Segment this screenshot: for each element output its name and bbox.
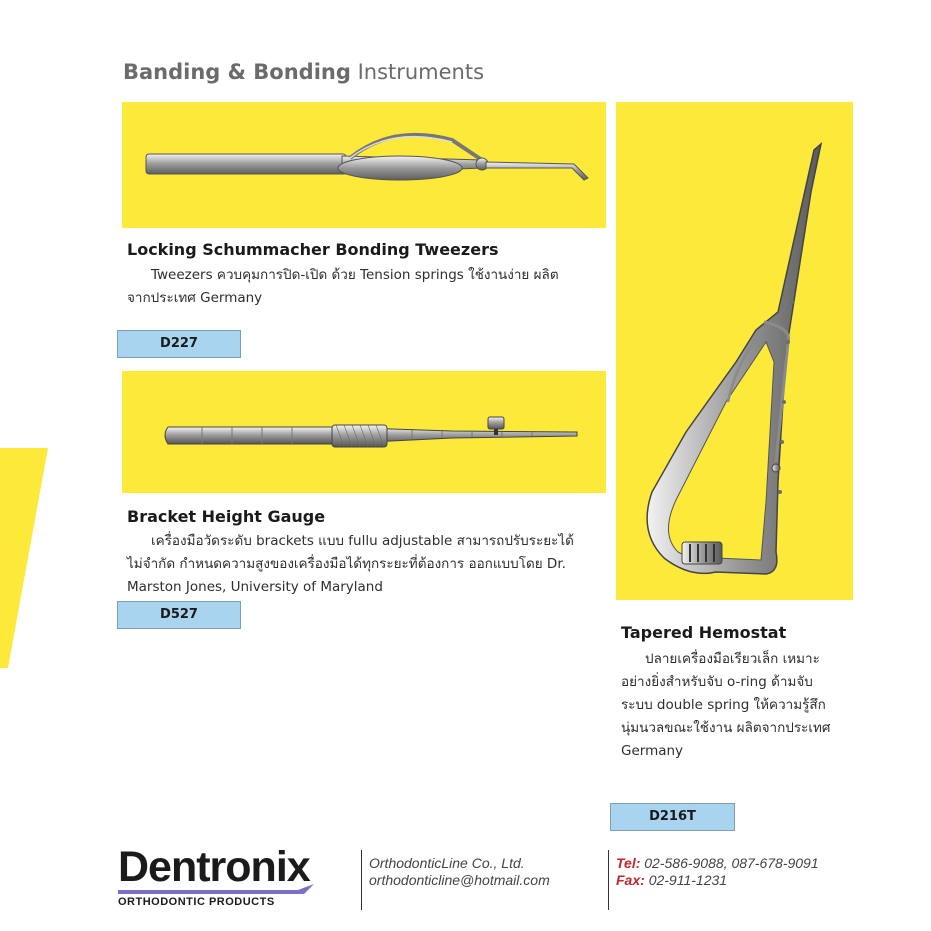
decorative-stripe — [0, 448, 50, 668]
product-code-badge-d227: D227 — [117, 330, 241, 358]
fax-label: Fax: — [616, 872, 645, 888]
footer-divider — [608, 850, 609, 910]
company-info — [369, 855, 550, 889]
footer-divider — [361, 850, 362, 910]
desc-line: นุ่มนวลขณะใช้งาน ผลิตจากประเทศ — [621, 720, 831, 736]
fax-line — [616, 872, 819, 889]
desc-line: ระบบ double spring ให้ความรู้สึก — [621, 697, 826, 713]
product-desc-hemostat — [621, 648, 849, 763]
product-title-tweezers: Locking Schummacher Bonding Tweezers — [127, 240, 499, 259]
desc-line: อย่างยิ่งสำหรับจับ o-ring ด้ามจับ — [621, 674, 813, 690]
desc-line: จากประเทศ Germany — [127, 290, 263, 306]
tel-line — [616, 855, 819, 872]
product-image-panel-gauge — [122, 371, 606, 493]
desc-line: ไม่จำกัด กำหนดความสูงของเครื่องมือได้ทุกระยะที่ต้องการ ออกแบบโดย Dr. — [127, 556, 566, 572]
product-desc-tweezers — [127, 264, 602, 310]
hemostat-image — [616, 102, 853, 600]
brand-sub: ORTHODONTIC PRODUCTS — [118, 896, 275, 908]
desc-line: Marston Jones, University of Maryland — [127, 579, 383, 595]
product-image-panel-tweezers — [122, 102, 606, 228]
page-title-light: Instruments — [357, 60, 485, 84]
desc-line: Tweezers ควบคุมการปิด-เปิด ด้วย Tension springs ใช้งานง่าย ผลิต — [151, 267, 559, 283]
tel-value: 02-586-9088, 087-678-9091 — [644, 855, 819, 871]
company-email: orthodonticline@hotmail.com — [369, 872, 550, 888]
page-title — [123, 60, 484, 84]
desc-line: เครื่องมือวัดระดับ brackets แบบ fullu adjustable สามารถปรับระยะได้ — [151, 533, 574, 549]
phone-info — [616, 855, 819, 889]
page-title-bold: Banding & Bonding — [123, 60, 351, 84]
product-title-gauge: Bracket Height Gauge — [127, 507, 326, 526]
company-name: OrthodonticLine Co., Ltd. — [369, 855, 525, 871]
brand-logo — [118, 843, 318, 908]
product-title-hemostat: Tapered Hemostat — [621, 623, 787, 642]
product-code-badge-d527: D527 — [117, 601, 241, 629]
product-code-badge-d216t: D216T — [610, 803, 735, 831]
tel-label: Tel: — [616, 855, 641, 871]
desc-line: Germany — [621, 743, 684, 759]
gauge-image — [122, 371, 606, 493]
tweezers-image — [122, 102, 606, 228]
desc-line: ปลายเครื่องมือเรียวเล็ก เหมาะ — [645, 651, 820, 667]
brand-name: Dentronix — [118, 843, 310, 891]
product-desc-gauge — [127, 530, 602, 599]
fax-value: 02-911-1231 — [648, 872, 728, 888]
product-image-panel-hemostat — [616, 102, 853, 600]
